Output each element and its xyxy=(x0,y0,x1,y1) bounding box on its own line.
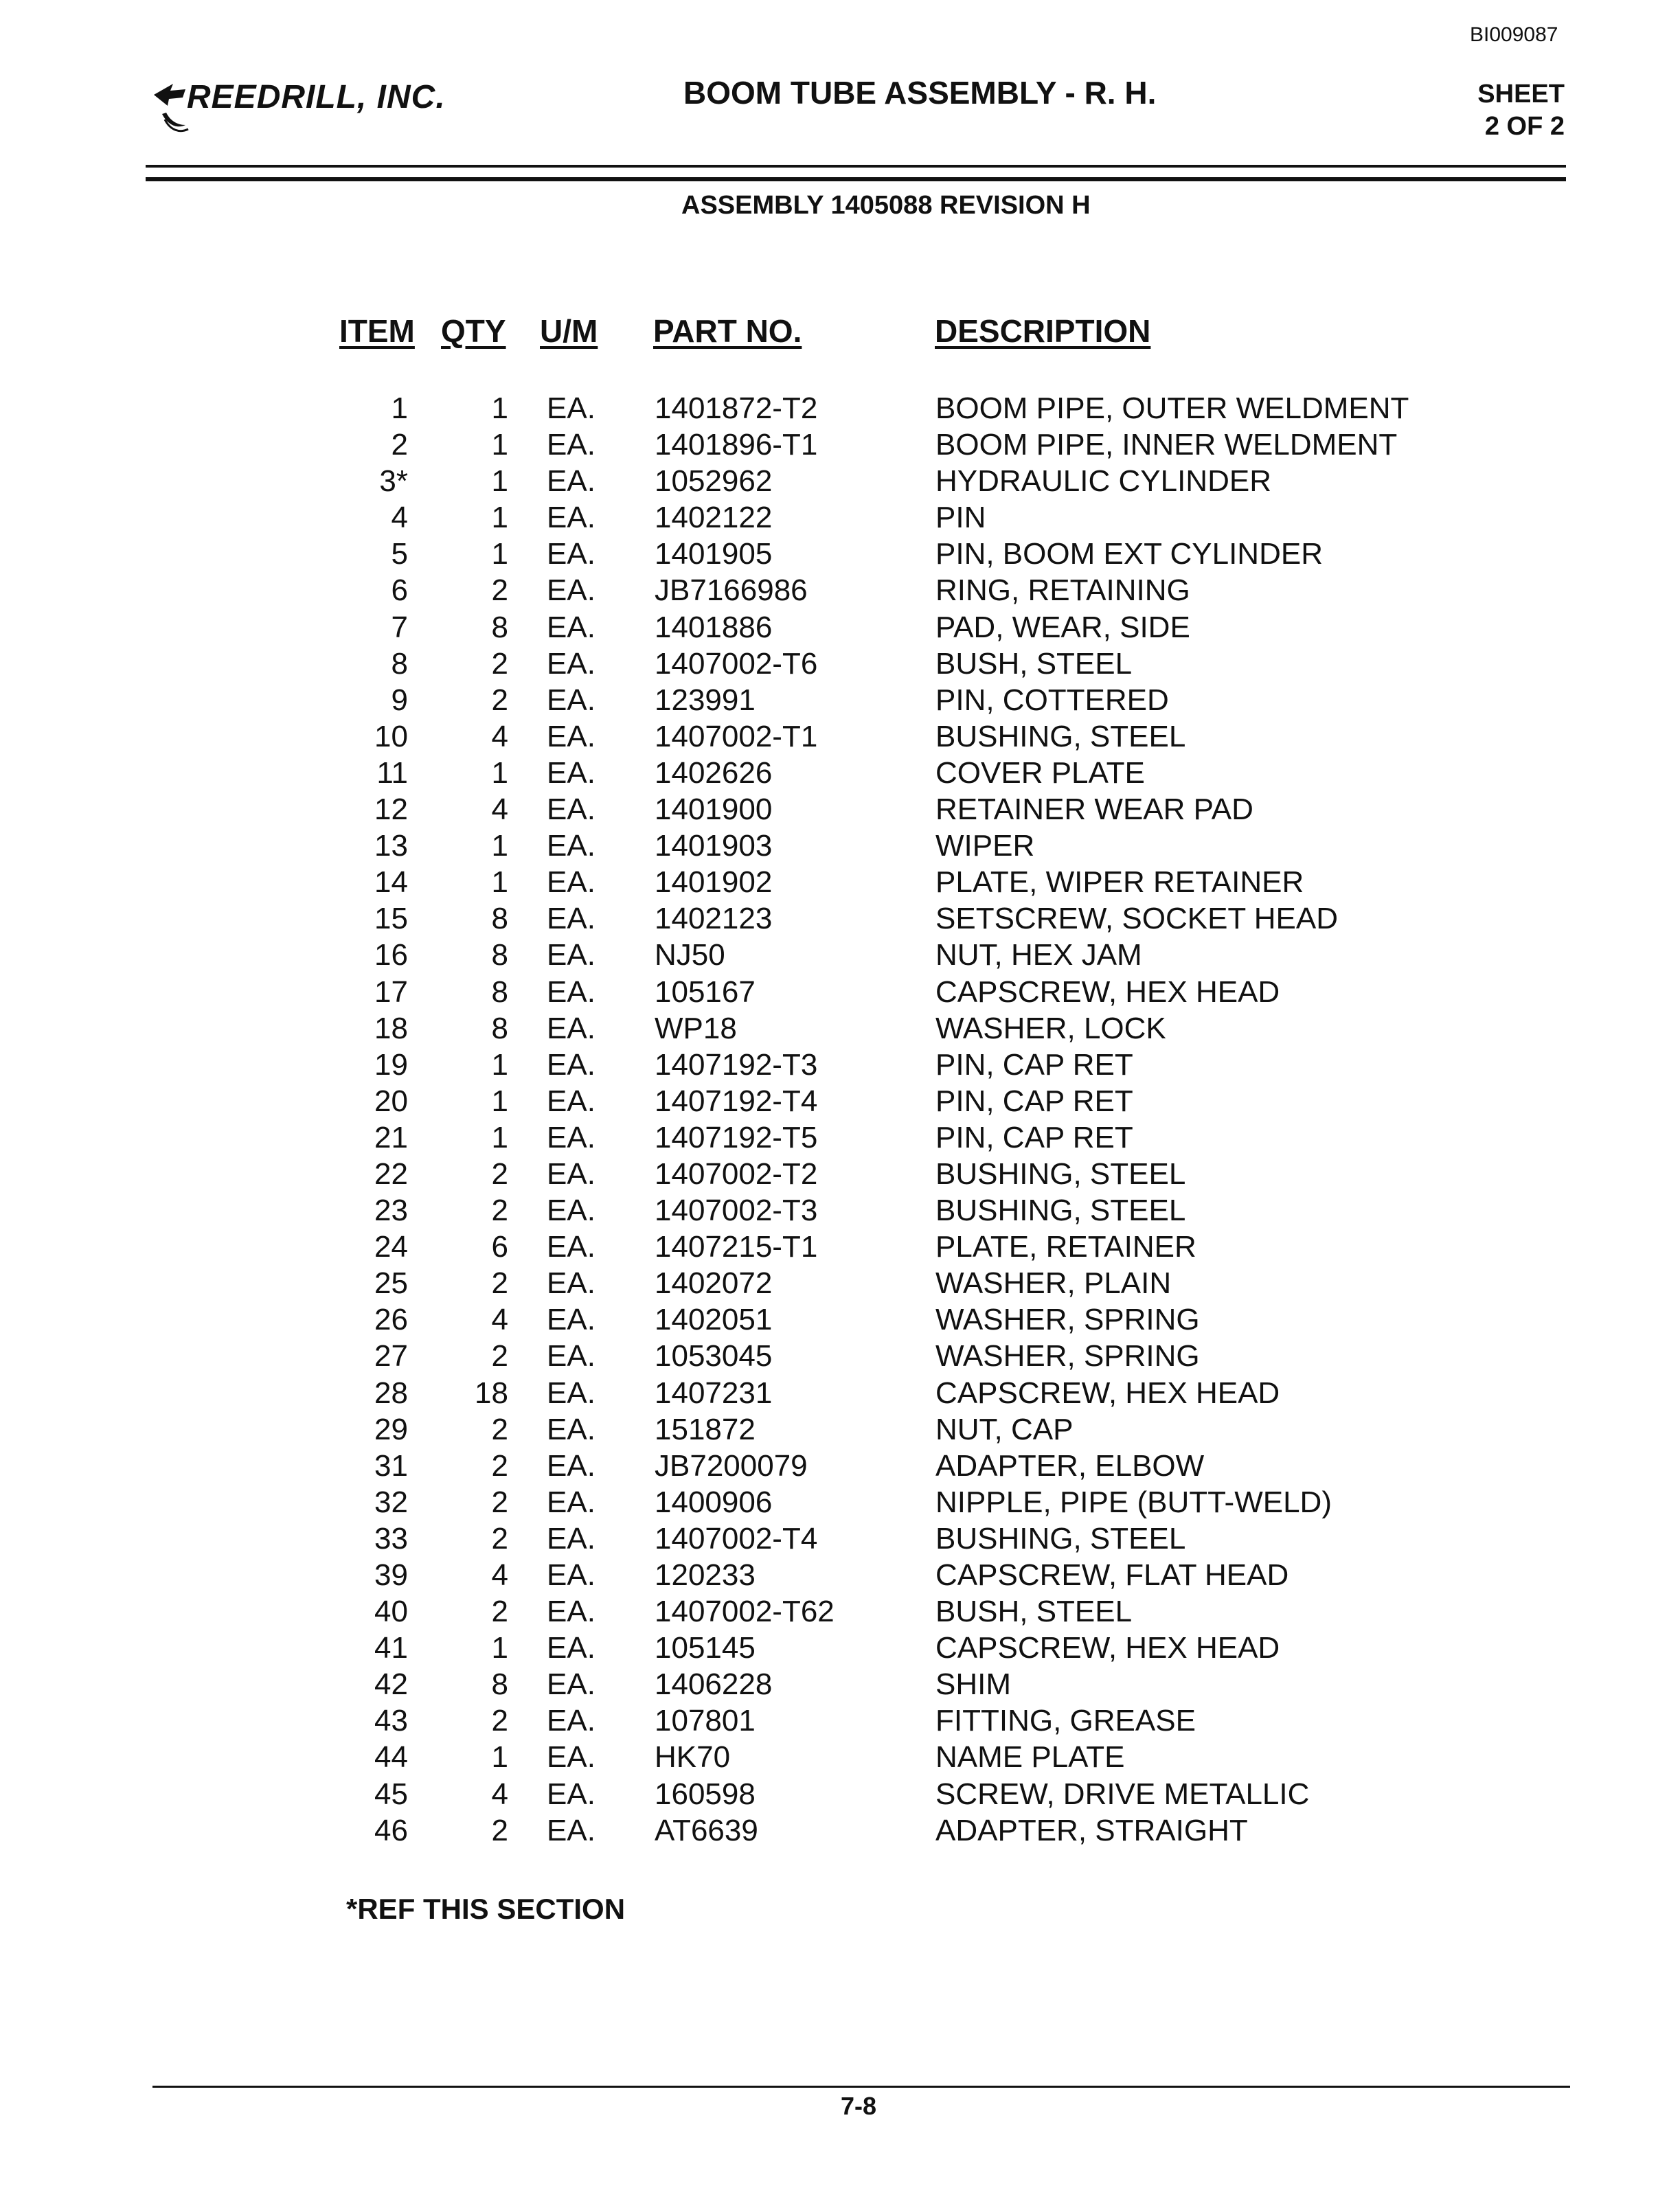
cell-item: 42 xyxy=(374,1667,408,1702)
cell-item: 43 xyxy=(374,1704,408,1738)
cell-qty: 2 xyxy=(491,1339,508,1374)
cell-um: EA. xyxy=(547,1558,595,1592)
page-title: BOOM TUBE ASSEMBLY - R. H. xyxy=(683,75,1157,111)
table-row xyxy=(0,1704,1680,1740)
cell-part-no: 1402123 xyxy=(655,902,773,936)
cell-description: PIN xyxy=(935,501,986,535)
cell-qty: 2 xyxy=(491,573,508,608)
cell-description: SETSCREW, SOCKET HEAD xyxy=(935,902,1338,936)
cell-qty: 2 xyxy=(491,1266,508,1301)
cell-part-no: 105167 xyxy=(655,975,756,1009)
cell-qty: 4 xyxy=(491,1303,508,1337)
cell-description: RING, RETAINING xyxy=(935,573,1190,608)
cell-item: 4 xyxy=(391,501,408,535)
cell-qty: 2 xyxy=(491,1813,508,1847)
cell-description: RETAINER WEAR PAD xyxy=(935,793,1253,827)
cell-item: 22 xyxy=(374,1156,408,1191)
table-row xyxy=(0,1449,1680,1485)
table-row xyxy=(0,756,1680,793)
cell-description: ADAPTER, ELBOW xyxy=(935,1448,1205,1483)
cell-qty: 4 xyxy=(491,1558,508,1592)
cell-description: BOOM PIPE, INNER WELDMENT xyxy=(935,428,1398,462)
cell-qty: 2 xyxy=(491,1704,508,1738)
header-rule-thin xyxy=(146,165,1566,168)
assembly-subtitle: ASSEMBLY 1405088 REVISION H xyxy=(681,191,1091,220)
cell-um: EA. xyxy=(547,1777,595,1811)
cell-item: 14 xyxy=(374,865,408,900)
cell-part-no: 1407192-T5 xyxy=(655,1120,818,1154)
cell-um: EA. xyxy=(547,1303,595,1337)
cell-um: EA. xyxy=(547,1412,595,1446)
company-logo xyxy=(150,74,452,136)
cell-part-no: 1402626 xyxy=(655,755,773,790)
cell-part-no: 160598 xyxy=(655,1777,756,1811)
table-row xyxy=(0,1121,1680,1157)
cell-qty: 4 xyxy=(491,719,508,753)
cell-part-no: 1401872-T2 xyxy=(655,391,818,425)
cell-um: EA. xyxy=(547,1047,595,1082)
cell-description: CAPSCREW, FLAT HEAD xyxy=(935,1558,1289,1592)
cell-um: EA. xyxy=(547,1631,595,1665)
cell-part-no: 1407002-T1 xyxy=(655,719,818,753)
cell-item: 10 xyxy=(374,719,408,753)
table-row xyxy=(0,1194,1680,1230)
cell-um: EA. xyxy=(547,755,595,790)
cell-um: EA. xyxy=(547,938,595,972)
cell-description: CAPSCREW, HEX HEAD xyxy=(935,1376,1280,1410)
cell-item: 3* xyxy=(379,464,408,499)
table-row xyxy=(0,1266,1680,1303)
cell-description: PIN, CAP RET xyxy=(935,1084,1133,1118)
cell-um: EA. xyxy=(547,1667,595,1702)
cell-part-no: 1401902 xyxy=(655,865,773,900)
cell-um: EA. xyxy=(547,1194,595,1228)
cell-part-no: 1407002-T2 xyxy=(655,1156,818,1191)
cell-part-no: JB7200079 xyxy=(655,1448,808,1483)
cell-description: PAD, WEAR, SIDE xyxy=(935,610,1190,644)
cell-um: EA. xyxy=(547,683,595,717)
cell-part-no: 1406228 xyxy=(655,1667,773,1702)
cell-um: EA. xyxy=(547,646,595,681)
cell-description: BUSH, STEEL xyxy=(935,646,1133,681)
column-header-part-no: PART NO. xyxy=(653,313,802,349)
cell-part-no: 151872 xyxy=(655,1412,756,1446)
cell-um: EA. xyxy=(547,719,595,753)
document-id: BI009087 xyxy=(1470,23,1558,46)
cell-item: 25 xyxy=(374,1266,408,1301)
cell-part-no: JB7166986 xyxy=(655,573,808,608)
cell-item: 5 xyxy=(391,537,408,571)
cell-item: 33 xyxy=(374,1521,408,1555)
header-rule-thick xyxy=(146,177,1566,181)
cell-item: 29 xyxy=(374,1412,408,1446)
cell-um: EA. xyxy=(547,391,595,425)
cell-qty: 4 xyxy=(491,793,508,827)
cell-um: EA. xyxy=(547,1339,595,1374)
cell-item: 16 xyxy=(374,938,408,972)
table-row xyxy=(0,938,1680,975)
cell-item: 31 xyxy=(374,1448,408,1483)
cell-qty: 2 xyxy=(491,1521,508,1555)
cell-description: PLATE, WIPER RETAINER xyxy=(935,865,1304,900)
cell-qty: 2 xyxy=(491,1595,508,1629)
table-row xyxy=(0,1048,1680,1084)
table-row xyxy=(0,1157,1680,1194)
table-row xyxy=(0,1558,1680,1595)
cell-description: NUT, CAP xyxy=(935,1412,1074,1446)
cell-item: 9 xyxy=(391,683,408,717)
cell-um: EA. xyxy=(547,1448,595,1483)
cell-part-no: WP18 xyxy=(655,1011,737,1045)
cell-qty: 1 xyxy=(491,537,508,571)
table-row xyxy=(0,902,1680,938)
table-row xyxy=(0,537,1680,573)
table-row xyxy=(0,829,1680,865)
cell-part-no: 1407192-T3 xyxy=(655,1047,818,1082)
column-header-description: DESCRIPTION xyxy=(935,313,1151,349)
cell-qty: 1 xyxy=(491,428,508,462)
cell-part-no: 1401896-T1 xyxy=(655,428,818,462)
parts-list xyxy=(0,391,1680,1850)
cell-um: EA. xyxy=(547,829,595,863)
cell-qty: 2 xyxy=(491,1194,508,1228)
cell-part-no: 1053045 xyxy=(655,1339,773,1374)
cell-um: EA. xyxy=(547,501,595,535)
cell-part-no: 107801 xyxy=(655,1704,756,1738)
cell-um: EA. xyxy=(547,902,595,936)
cell-description: WASHER, SPRING xyxy=(935,1303,1200,1337)
cell-item: 8 xyxy=(391,646,408,681)
cell-qty: 2 xyxy=(491,1156,508,1191)
cell-part-no: 105145 xyxy=(655,1631,756,1665)
cell-um: EA. xyxy=(547,1156,595,1191)
cell-qty: 8 xyxy=(491,938,508,972)
cell-qty: 2 xyxy=(491,1412,508,1446)
cell-qty: 1 xyxy=(491,1047,508,1082)
cell-part-no: 1401905 xyxy=(655,537,773,571)
cell-qty: 1 xyxy=(491,755,508,790)
table-row xyxy=(0,683,1680,720)
cell-um: EA. xyxy=(547,1266,595,1301)
cell-um: EA. xyxy=(547,1120,595,1154)
cell-description: SCREW, DRIVE METALLIC xyxy=(935,1777,1310,1811)
cell-item: 2 xyxy=(391,428,408,462)
company-name: REEDRILL, INC. xyxy=(187,79,446,115)
cell-description: SHIM xyxy=(935,1667,1011,1702)
table-row xyxy=(0,1814,1680,1850)
cell-um: EA. xyxy=(547,610,595,644)
table-row xyxy=(0,865,1680,902)
cell-item: 23 xyxy=(374,1194,408,1228)
table-row xyxy=(0,1485,1680,1522)
cell-um: EA. xyxy=(547,1230,595,1264)
cell-part-no: 120233 xyxy=(655,1558,756,1592)
cell-description: PIN, BOOM EXT CYLINDER xyxy=(935,537,1323,571)
cell-description: WASHER, LOCK xyxy=(935,1011,1166,1045)
cell-um: EA. xyxy=(547,1813,595,1847)
cell-qty: 1 xyxy=(491,464,508,499)
cell-qty: 2 xyxy=(491,1485,508,1519)
cell-description: PIN, CAP RET xyxy=(935,1047,1133,1082)
sheet-value: 2 OF 2 xyxy=(1484,112,1565,141)
cell-qty: 1 xyxy=(491,865,508,900)
table-row xyxy=(0,1740,1680,1777)
cell-item: 26 xyxy=(374,1303,408,1337)
cell-qty: 2 xyxy=(491,683,508,717)
cell-description: BUSHING, STEEL xyxy=(935,1521,1186,1555)
footer-rule xyxy=(152,2086,1570,2088)
cell-um: EA. xyxy=(547,1084,595,1118)
cell-item: 20 xyxy=(374,1084,408,1118)
table-row xyxy=(0,501,1680,537)
cell-qty: 1 xyxy=(491,1740,508,1775)
footnote: *REF THIS SECTION xyxy=(346,1893,626,1925)
cell-part-no: 1407192-T4 xyxy=(655,1084,818,1118)
table-row xyxy=(0,391,1680,428)
cell-description: FITTING, GREASE xyxy=(935,1704,1196,1738)
cell-part-no: 1407002-T6 xyxy=(655,646,818,681)
cell-um: EA. xyxy=(547,1485,595,1519)
table-row xyxy=(0,1777,1680,1814)
table-row xyxy=(0,1631,1680,1667)
cell-um: EA. xyxy=(547,1376,595,1410)
table-row xyxy=(0,1376,1680,1413)
cell-qty: 1 xyxy=(491,829,508,863)
cell-description: NAME PLATE xyxy=(935,1740,1125,1775)
cell-part-no: 1052962 xyxy=(655,464,773,499)
table-row xyxy=(0,573,1680,610)
cell-part-no: 123991 xyxy=(655,683,756,717)
sheet-indicator xyxy=(1477,78,1565,143)
table-row xyxy=(0,611,1680,647)
column-header-um: U/M xyxy=(540,313,598,349)
cell-description: WASHER, SPRING xyxy=(935,1339,1200,1374)
cell-qty: 8 xyxy=(491,975,508,1009)
cell-item: 15 xyxy=(374,902,408,936)
cell-item: 39 xyxy=(374,1558,408,1592)
cell-item: 27 xyxy=(374,1339,408,1374)
cell-description: PLATE, RETAINER xyxy=(935,1230,1196,1264)
cell-item: 11 xyxy=(376,755,408,790)
cell-description: PIN, CAP RET xyxy=(935,1120,1133,1154)
cell-item: 12 xyxy=(374,793,408,827)
cell-um: EA. xyxy=(547,865,595,900)
table-row xyxy=(0,1595,1680,1631)
cell-item: 21 xyxy=(374,1120,408,1154)
cell-description: PIN, COTTERED xyxy=(935,683,1169,717)
cell-part-no: 1402072 xyxy=(655,1266,773,1301)
cell-qty: 8 xyxy=(491,1011,508,1045)
cell-part-no: 1407231 xyxy=(655,1376,773,1410)
cell-part-no: AT6639 xyxy=(655,1813,758,1847)
cell-description: WASHER, PLAIN xyxy=(935,1266,1172,1301)
table-row xyxy=(0,1339,1680,1376)
column-header-item: ITEM xyxy=(339,313,415,349)
cell-item: 24 xyxy=(374,1230,408,1264)
cell-description: BUSHING, STEEL xyxy=(935,1156,1186,1191)
table-row xyxy=(0,1012,1680,1048)
table-row xyxy=(0,1230,1680,1266)
cell-um: EA. xyxy=(547,1521,595,1555)
cell-qty: 2 xyxy=(491,646,508,681)
cell-qty: 6 xyxy=(491,1230,508,1264)
table-row xyxy=(0,1413,1680,1449)
cell-item: 40 xyxy=(374,1595,408,1629)
cell-description: HYDRAULIC CYLINDER xyxy=(935,464,1271,499)
cell-description: BUSHING, STEEL xyxy=(935,719,1186,753)
cell-item: 17 xyxy=(374,975,408,1009)
cell-description: NUT, HEX JAM xyxy=(935,938,1142,972)
table-row xyxy=(0,464,1680,501)
cell-qty: 1 xyxy=(491,1084,508,1118)
cell-qty: 1 xyxy=(491,1631,508,1665)
cell-item: 46 xyxy=(374,1813,408,1847)
cell-um: EA. xyxy=(547,464,595,499)
table-row xyxy=(0,975,1680,1012)
cell-part-no: 1400906 xyxy=(655,1485,773,1519)
cell-part-no: 1401900 xyxy=(655,793,773,827)
cell-qty: 2 xyxy=(491,1448,508,1483)
cell-item: 32 xyxy=(374,1485,408,1519)
cell-description: WIPER xyxy=(935,829,1035,863)
table-row xyxy=(0,1303,1680,1339)
cell-part-no: 1402051 xyxy=(655,1303,773,1337)
cell-part-no: HK70 xyxy=(655,1740,731,1775)
cell-part-no: 1407215-T1 xyxy=(655,1230,818,1264)
table-row xyxy=(0,428,1680,464)
cell-qty: 8 xyxy=(491,1667,508,1702)
cell-um: EA. xyxy=(547,537,595,571)
cell-part-no: NJ50 xyxy=(655,938,725,972)
cell-um: EA. xyxy=(547,1011,595,1045)
cell-qty: 1 xyxy=(491,391,508,425)
cell-um: EA. xyxy=(547,573,595,608)
cell-item: 44 xyxy=(374,1740,408,1775)
cell-description: ADAPTER, STRAIGHT xyxy=(935,1813,1248,1847)
cell-item: 41 xyxy=(374,1631,408,1665)
cell-part-no: 1407002-T62 xyxy=(655,1595,835,1629)
cell-qty: 8 xyxy=(491,902,508,936)
cell-description: CAPSCREW, HEX HEAD xyxy=(935,1631,1280,1665)
cell-item: 7 xyxy=(391,610,408,644)
table-row xyxy=(0,793,1680,829)
cell-part-no: 1407002-T4 xyxy=(655,1521,818,1555)
cell-qty: 4 xyxy=(491,1777,508,1811)
table-row xyxy=(0,1084,1680,1121)
cell-um: EA. xyxy=(547,793,595,827)
cell-part-no: 1401886 xyxy=(655,610,773,644)
table-row xyxy=(0,647,1680,683)
cell-part-no: 1407002-T3 xyxy=(655,1194,818,1228)
cell-um: EA. xyxy=(547,1704,595,1738)
cell-qty: 18 xyxy=(475,1376,508,1410)
cell-qty: 8 xyxy=(491,610,508,644)
cell-description: NIPPLE, PIPE (BUTT-WELD) xyxy=(935,1485,1332,1519)
table-row xyxy=(0,720,1680,756)
column-header-qty: QTY xyxy=(441,313,506,349)
cell-item: 45 xyxy=(374,1777,408,1811)
cell-um: EA. xyxy=(547,428,595,462)
cell-qty: 1 xyxy=(491,501,508,535)
cell-item: 6 xyxy=(391,573,408,608)
table-row xyxy=(0,1522,1680,1558)
cell-description: BUSHING, STEEL xyxy=(935,1194,1186,1228)
cell-description: BOOM PIPE, OUTER WELDMENT xyxy=(935,391,1409,425)
table-row xyxy=(0,1667,1680,1704)
cell-item: 19 xyxy=(374,1047,408,1082)
cell-description: CAPSCREW, HEX HEAD xyxy=(935,975,1280,1009)
cell-qty: 1 xyxy=(491,1120,508,1154)
cell-um: EA. xyxy=(547,975,595,1009)
cell-item: 13 xyxy=(374,829,408,863)
cell-item: 18 xyxy=(374,1011,408,1045)
cell-description: COVER PLATE xyxy=(935,755,1145,790)
cell-um: EA. xyxy=(547,1740,595,1775)
cell-part-no: 1401903 xyxy=(655,829,773,863)
cell-description: BUSH, STEEL xyxy=(935,1595,1133,1629)
cell-item: 28 xyxy=(374,1376,408,1410)
cell-item: 1 xyxy=(391,391,408,425)
cell-part-no: 1402122 xyxy=(655,501,773,535)
page-number: 7-8 xyxy=(841,2092,877,2120)
sheet-label: SHEET xyxy=(1477,80,1565,109)
cell-um: EA. xyxy=(547,1595,595,1629)
